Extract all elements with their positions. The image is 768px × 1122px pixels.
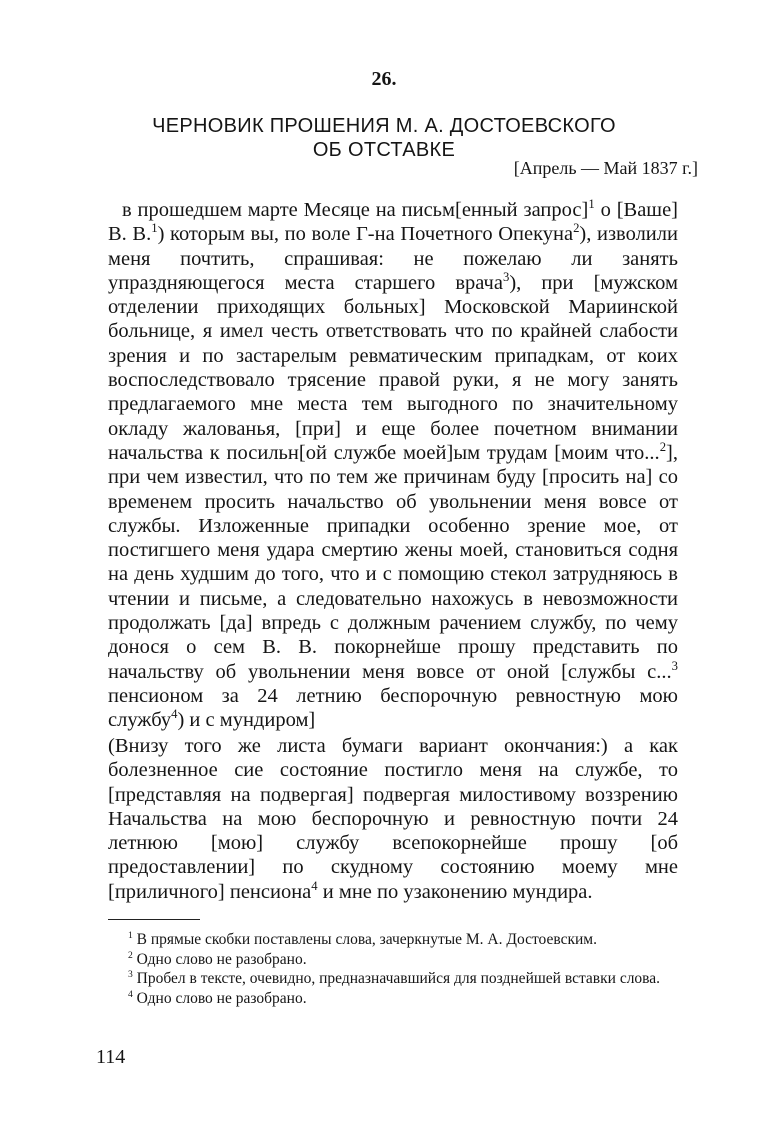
text-run: ), при [мужском отделении приходящих больных] Московской Мариинской больнице, я имел честь ответствовать что по крайней слабости зрения и по застарелым ревматическим припадкам, от коих воспоследствовало трясение правой руки, я не могу занять предлагаемого мне места тем выгодного по значительному окладу жалованья, [при] и еще более почетном внимании начальства к посильн[ой службе моей]ым трудам [моим что... — [108, 271, 678, 464]
footnote-ref: 4 — [171, 707, 178, 722]
footnote-ref: 2 — [573, 221, 580, 236]
footnote-mark: 1 — [128, 929, 133, 941]
text-run: пенсионом за 24 летнию беспорочную ревностную мою службу — [108, 684, 678, 732]
footnote-mark: 3 — [128, 968, 133, 980]
footnote-ref: 1 — [588, 197, 595, 212]
document-number: 26. — [371, 68, 397, 90]
document-date: [Апрель — Май 1837 г.] — [513, 158, 698, 178]
text-run: ], при чем известил, что по тем же причинам буду [просить на] со временем просить начальство об увольнении меня вовсе от службы. Изложенные припадки особенно зрение мое, от постигшего меня удара смертию жены моей, становиться содня на день худшим до того, что и с помощию стекол затрудняюсь в чтении и письме, а следовательно нахожусь в невозможности продолжать [да] впредь с должным рачением службу, по чему донося о сем В. В. покорнейше прошу представить по начальству об увольнении меня вовсе от оной [службы с... — [108, 441, 678, 683]
footnote-text: Пробел в тексте, очевидно, предназначавшийся для позднейшей вставки слова. — [136, 970, 661, 987]
footnote-mark: 2 — [128, 949, 133, 961]
footnote-ref: 4 — [311, 878, 318, 893]
page-number: 114 — [96, 1046, 126, 1068]
document-title — [0, 114, 768, 162]
title-line-1: ЧЕРНОВИК ПРОШЕНИЯ М. А. ДОСТОЕВСКОГО — [152, 115, 616, 137]
text-run: ), изволили меня почтить, спрашивая: не пожелаю ли занять упраздняющегося места старшего врача — [108, 223, 678, 294]
text-run: и мне по узаконению мундира. — [317, 880, 593, 903]
footnote-item — [108, 989, 678, 1009]
text-run: в прошедшем марте Месяце на письм[енный запрос] — [122, 199, 589, 221]
footnote-divider — [108, 919, 200, 920]
text-run: ) которым вы, по воле Г-на Почетного Опекуна — [157, 223, 574, 246]
footnote-ref: 1 — [151, 221, 158, 236]
footnote-ref: 2 — [659, 440, 667, 455]
footnote-mark: 4 — [128, 988, 133, 1000]
footnote-text: В прямые скобки поставлены слова, зачеркнутые М. А. Достоевским. — [136, 931, 597, 948]
footnote-item — [108, 950, 678, 970]
text-run: ) и с мундиром] — [177, 709, 316, 732]
text-run: (Внизу того же листа бумаги вариант окончания:) а как болезненное сие состояние постигло меня на службе, то [представляя на подвергая] подвергая милостивому воззрению Начальства на мою беспорочную и ревностную почти 24 летнюю [мою] службу всепокорнейше прошу [об предоставлении] по скудному состоянию моему мне [приличного] пенсиона — [108, 735, 678, 903]
footnote-ref: 3 — [502, 270, 510, 285]
text-run: о [Ваше] В. В. — [108, 199, 679, 246]
title-line-2: ОБ ОТСТАВКЕ — [312, 139, 456, 161]
footnote-item — [108, 969, 678, 989]
variant-paragraph — [108, 734, 678, 904]
footnote-item — [108, 930, 678, 950]
footnote-ref: 3 — [671, 658, 678, 673]
footnote-text: Одно слово не разобрано. — [136, 989, 307, 1007]
footnotes — [108, 930, 678, 1008]
main-paragraph — [108, 198, 678, 733]
footnote-text: Одно слово не разобрано. — [136, 950, 307, 968]
